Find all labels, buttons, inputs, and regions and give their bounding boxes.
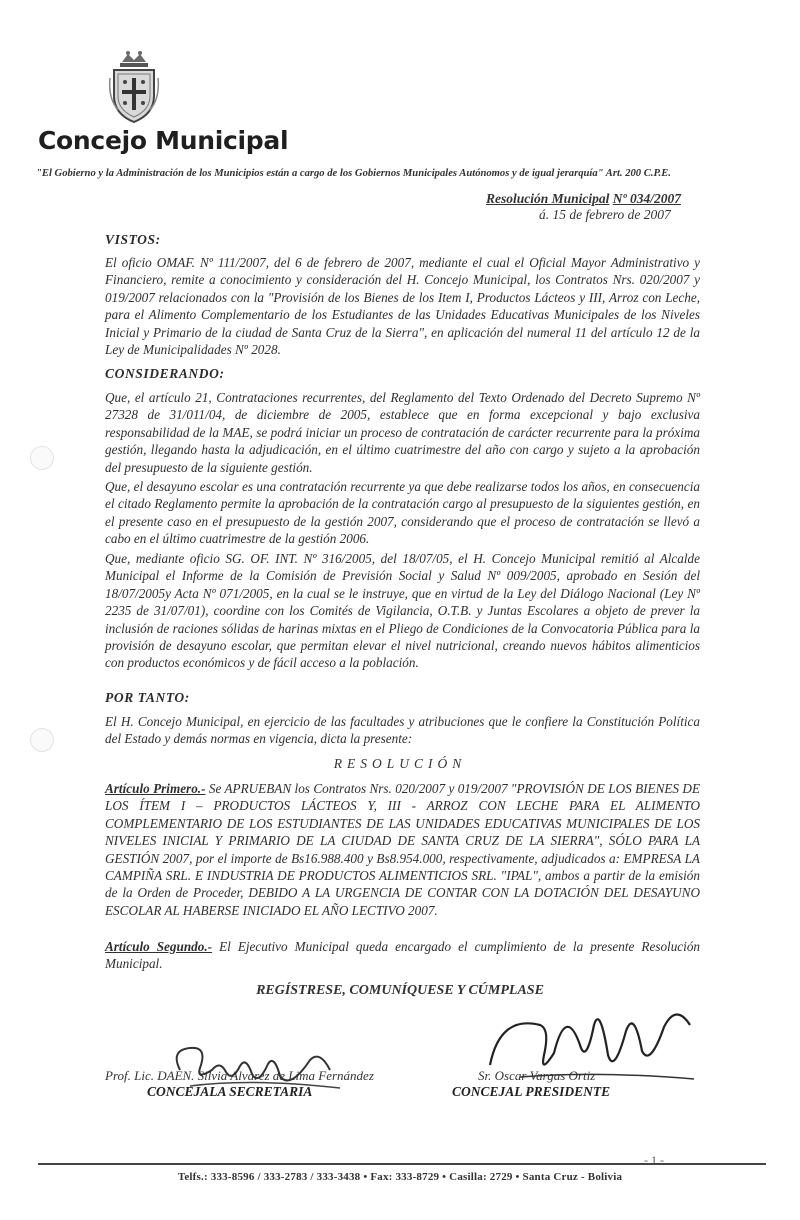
considerando-paragraph-3: Que, mediante oficio SG. OF. INT. Nº 316/2005, del 18/07/05, el H. Concejo Municipal remitió al Alcalde Municipal el Informe de la Comisión de Previsión Social y Salud Nº 009/2005, aprobado en Sesión del 18/07/2005y Acta Nº 071/2005, en la cual se le instruye, que en virtud de la Ley del Diálogo Nacional (Ley Nº 2235 de 31/07/01), coordine con los Comités de Vigilancia, O.T.B. y Juntas Escolares a objeto de prever la inclusión de raciones sólidas de harinas mixtas en el Pliego de Condiciones de la Convocatoria Pública para la provisión de desayuno escolar, que permitan elevar el nivel nutricional, creando nuevos hábitos alimenticios con productos económicos y de fácil acceso a la población. [105, 551, 700, 671]
article-second-text: El Ejecutivo Municipal queda encargado el cumplimiento de la presente Resolución Municipal. [105, 939, 701, 972]
article-second-label: Artículo Segundo.- [105, 939, 213, 954]
por-tanto-text: El H. Concejo Municipal, en ejercicio de las facultades y atribuciones que le confiere la Constitución Política del Estado y demás normas en vigencia, dicta la presente: [105, 714, 700, 747]
resolution-number-value: Nº 034/2007 [612, 191, 681, 206]
por-tanto-heading: POR TANTO: [105, 690, 190, 705]
considerando-paragraph-2: Que, el desayuno escolar es una contratación recurrente ya que debe realizarse todos los años, en consecuencia el citado Reglamento permite la aprobación de la contratación cargo al presupuesto de la siguientes gestión, en el presente caso en el presupuesto de la gestión 2007, considerando que el proceso de contratación se llevó a cabo en el último cuatrimestre de la gestión 2006. [105, 479, 700, 547]
vistos-text: El oficio OMAF. Nº 111/2007, del 6 de febrero de 2007, mediante el cual el Oficial Mayor Administrativo y Financiero, remite a conocimiento y consideración del H. Concejo Municipal, los Contratos Nrs. 020/2007 y 019/2007 relacionados con la "Provisión de los Bienes de los Item I, Productos Lácteos y III, Arroz con Leche, para el Alimento Complementario de los Estudiantes de las Unidades Educativas Municipales de los Niveles Inicial y Primario de la ciudad de Santa Cruz de la Sierra", en aplicación del numeral 11 del artículo 12 de la Ley de Municipalidades Nº 2028. [105, 255, 700, 358]
punch-hole [30, 446, 54, 470]
resolucion-title: RESOLUCIÓN [333, 756, 467, 771]
vistos-heading: VISTOS: [105, 232, 161, 247]
article-first-text: Se APRUEBAN los Contratos Nrs. 020/2007 y 019/2007 "PROVISIÓN DE LOS BIENES DE LOS ÍTEM I – PRODUCTOS LÁCTEOS Y, III - ARROZ CON LECHE PARA EL ALIMENTO COMPLEMENTARIO DE LOS ESTUDIANTES DE LAS UNIDADES EDUCATIVAS MUNICIPALES DE LOS NIVELES INICIAL Y PRIMARIO DE LA CIUDAD DE SANTA CRUZ DE LA SIERRA", SÓLO PARA LA GESTIÓN 2007, por el importe de Bs16.988.400 y Bs8.954.000, respectivamente, adjudicados a: EMPRESA LA CAMPIÑA SRL. E INDUSTRIA DE PRODUCTOS ALIMENTICIOS SRL. "IPAL", ambos a partir de la emisión de la Orden de Proceder, DEBIDO A LA URGENCIA DE CONTAR CON LA DOTACIÓN DEL DESAYUNO ESCOLAR AL HABERSE INICIADO EL AÑO LECTIVO 2007. [105, 781, 701, 918]
org-name: Concejo Municipal [38, 126, 289, 155]
left-signer-name: Prof. Lic. DAEN. Silvia Alvarez de Lima Fernández [105, 1068, 374, 1083]
coat-of-arms-icon [108, 48, 160, 128]
resolution-label: Resolución Municipal [486, 191, 610, 206]
motto: "El Gobierno y la Administración de los Municipios están a cargo de los Gobiernos Municipales Autónomos y de igual jerarquía" Art. 200 C.P.E. [36, 168, 671, 179]
right-signer-name: Sr. Oscar Vargas Ortiz [478, 1068, 596, 1083]
punch-hole [30, 728, 54, 752]
right-signer-role: CONCEJAL PRESIDENTE [452, 1084, 611, 1099]
considerando-heading: CONSIDERANDO: [105, 366, 225, 381]
resolution-date: á. 15 de febrero de 2007 [539, 207, 671, 222]
footer-divider [38, 1163, 766, 1165]
footer-contact: Telfs.: 333-8596 / 333-2783 / 333-3438 • Fax: 333-8729 • Casilla: 2729 • Santa Cruz - Bolivia [177, 1171, 623, 1183]
resolution-number [486, 191, 681, 207]
left-signer-role: CONCEJALA SECRETARIA [147, 1084, 313, 1099]
considerando-paragraph-1: Que, el artículo 21, Contrataciones recurrentes, del Reglamento del Texto Ordenado del Decreto Supremo Nº 27328 de 31/011/04, de diciembre de 2005, establece que en forma excepcional y bajo exclusiva responsabilidad de la MAE, se podrá iniciar un proceso de contratación de carácter recurrente para la próxima gestión, llegando hasta la adjudicación, en el último cuatrimestre del año con cargo y sujeto a la aprobación del presupuesto de la siguiente gestión. [105, 390, 700, 475]
page-number: - 1 - [644, 1153, 664, 1167]
article-second [105, 938, 700, 973]
closing-formula: REGÍSTRESE, COMUNÍQUESE Y CÚMPLASE [256, 983, 544, 998]
article-first [105, 780, 700, 919]
article-first-label: Artículo Primero.- [105, 781, 206, 796]
